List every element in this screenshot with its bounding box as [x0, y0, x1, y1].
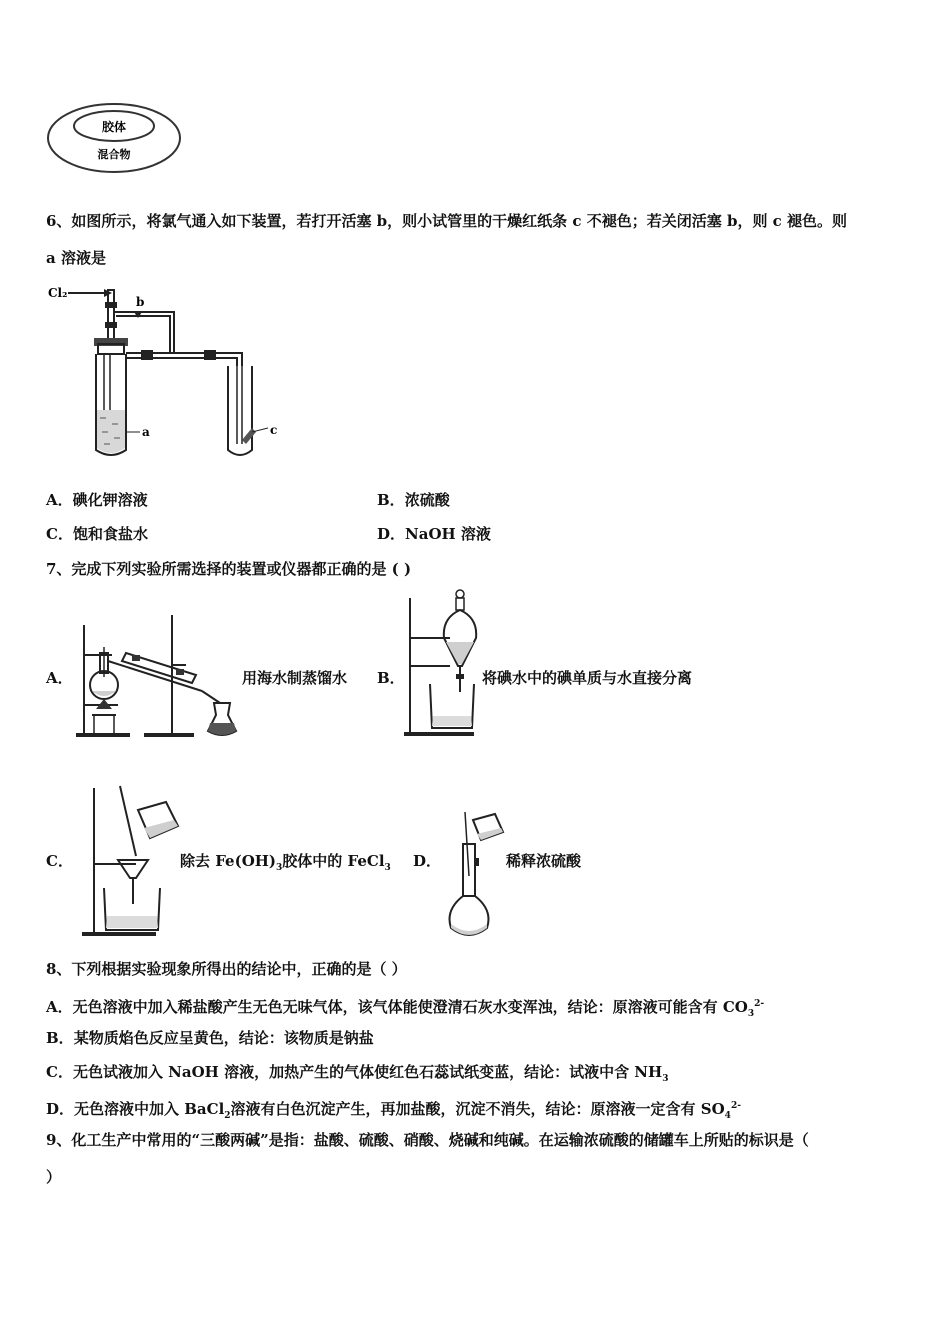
q8-option-c — [46, 1062, 668, 1089]
q7-option-b-letter: B． — [377, 669, 405, 687]
mixture-label: 混合物 — [97, 148, 131, 161]
solution-a-label: a — [142, 425, 150, 439]
subscript: 3 — [276, 863, 283, 873]
q7-option-c-text — [180, 851, 391, 878]
q7-option-b-text: 将碘水中的碘单质与水直接分离 — [482, 669, 693, 687]
colloid-mixture-diagram — [44, 100, 184, 176]
superscript: 2- — [754, 999, 765, 1009]
subscript: 4 — [724, 1111, 731, 1121]
q6-option-a — [46, 490, 148, 510]
option-text: 饱和食盐水 — [72, 525, 148, 543]
distillation-apparatus-diagram — [72, 605, 242, 740]
subscript: 2 — [224, 1111, 231, 1121]
q6-option-c — [46, 524, 148, 544]
option-letter: C． — [46, 1063, 73, 1081]
subscript: 3 — [662, 1074, 669, 1084]
cl2-label: Cl₂ — [48, 286, 68, 300]
q8-stem: 8、下列根据实验现象所得出的结论中，正确的是（ ） — [46, 960, 407, 978]
q9-stem-line1: 9、化工生产中常用的“三酸两碱”是指：盐酸、硫酸、硝酸、烧碱和纯碱。在运输浓硫酸的储罐车上所贴的标识是（ — [46, 1131, 809, 1149]
option-text: 无色溶液中加入稀盐酸产生无色无味气体，该气体能使澄清石灰水变浑浊，结论：原溶液可能含有 CO — [72, 998, 748, 1016]
option-letter: C． — [46, 525, 73, 543]
option-letter: B． — [377, 491, 405, 509]
option-text: 无色溶液中加入 BaCl — [74, 1100, 225, 1118]
option-letter: A． — [46, 998, 73, 1016]
q6-option-d — [377, 524, 491, 544]
q6-stem-line2: a 溶液是 — [46, 249, 106, 267]
q6-option-b — [377, 490, 450, 510]
filtration-apparatus-diagram — [78, 784, 184, 938]
subscript: 3 — [747, 1009, 755, 1019]
subscript: 3 — [384, 863, 391, 873]
q8-option-d — [46, 1096, 741, 1126]
option-text: 溶液有白色沉淀产生，再加盐酸，沉淀不消失，结论：原溶液一定含有 SO — [230, 1100, 725, 1118]
q8-option-a — [46, 994, 764, 1024]
separatory-funnel-diagram — [402, 588, 478, 740]
superscript: 2- — [730, 1101, 741, 1111]
option-text: 碘化钾溶液 — [72, 491, 148, 509]
option-letter: D． — [46, 1100, 75, 1118]
option-letter: D． — [377, 525, 406, 543]
option-text: 某物质焰色反应呈黄色，结论：该物质是钠盐 — [73, 1029, 374, 1047]
valve-b-label: b — [136, 295, 145, 309]
option-text: 浓硫酸 — [404, 491, 450, 509]
option-text: 胶体中的 FeCl — [282, 852, 385, 870]
option-text: NaOH 溶液 — [405, 525, 491, 543]
chlorine-apparatus-diagram — [46, 282, 296, 462]
q7-option-c-letter: C． — [46, 852, 73, 870]
q7-option-a-letter: A． — [46, 669, 73, 687]
option-letter: A． — [46, 491, 73, 509]
q6-stem-line1: 6、如图所示，将氯气通入如下装置，若打开活塞 b，则小试管里的干燥红纸条 c 不褪色；若关闭活塞 b，则 c 褪色。则 — [46, 212, 848, 230]
q7-stem: 7、完成下列实验所需选择的装置或仪器都正确的是 ( ) — [46, 560, 412, 578]
q7-option-d-text: 稀释浓硫酸 — [506, 852, 582, 870]
q8-option-b — [46, 1028, 374, 1048]
volumetric-flask-diagram — [443, 806, 505, 942]
q7-option-a-text: 用海水制蒸馏水 — [242, 669, 348, 687]
option-text: 无色试液加入 NaOH 溶液，加热产生的气体使红色石蕊试纸变蓝，结论：试液中含 NH — [72, 1063, 663, 1081]
option-text: 除去 Fe(OH) — [180, 852, 277, 870]
q9-stem-line2: ） — [46, 1168, 62, 1186]
q7-option-d-letter: D． — [413, 852, 442, 870]
colloid-label: 胶体 — [101, 120, 127, 134]
option-letter: B． — [46, 1029, 74, 1047]
paper-strip-c-label: c — [270, 423, 278, 437]
